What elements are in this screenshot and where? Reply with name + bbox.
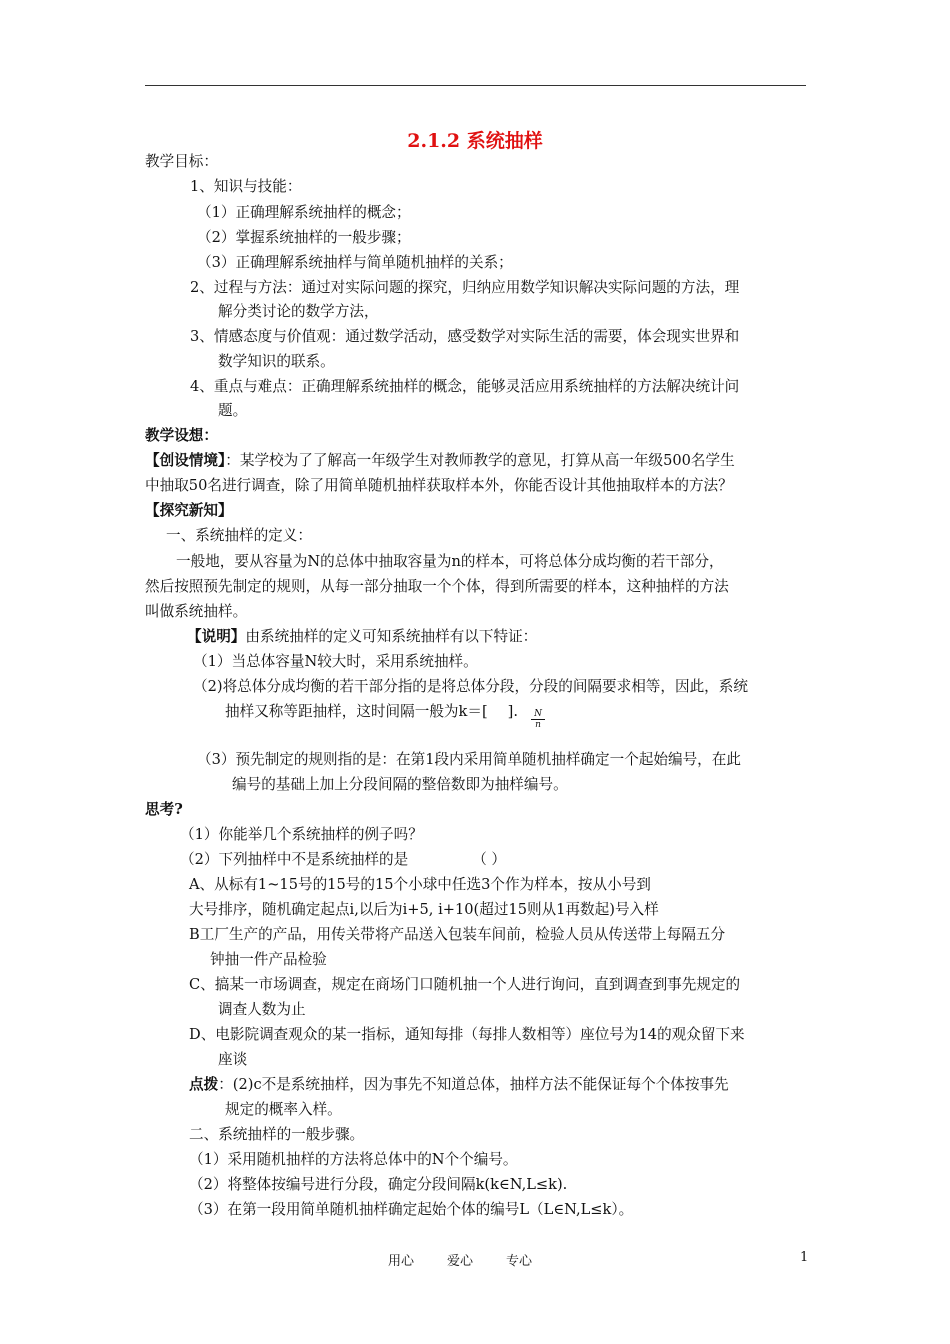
fraction-denominator: n xyxy=(535,720,541,730)
option-b-cont: 钟抽一件产品检验 xyxy=(210,951,327,968)
section-heading: 思考? xyxy=(145,801,183,818)
text-line xyxy=(180,850,506,870)
text-span: ：某学校为了了解高一年级学生对教师教学的意见，打算从高一年级500名学生 xyxy=(225,452,735,469)
text-line: （1）当总体容量N较大时，采用系统抽样。 xyxy=(193,653,478,670)
text-line: （1）采用随机抽样的方法将总体中的N个个编号。 xyxy=(189,1151,518,1168)
page-number: 1 xyxy=(800,1250,809,1265)
text-line: （1）你能举几个系统抽样的例子吗？ xyxy=(180,826,423,843)
text-line xyxy=(189,1075,729,1095)
label-dianbo: 点拨 xyxy=(189,1076,219,1093)
text-line: （3）正确理解系统抽样与简单随机抽样的关系； xyxy=(197,254,513,271)
option-d: D、电影院调查观众的某一指标，通知每排（每排人数相等）座位号为14的观众留下来 xyxy=(189,1026,745,1043)
footer-right: 专心 xyxy=(506,1254,533,1269)
text-line: （2）将整体按编号进行分段，确定分段间隔k(k∈N,L≤k). xyxy=(189,1176,568,1193)
option-c-cont: 调查人数为止 xyxy=(218,1001,306,1018)
text-line: （3）在第一段用简单随机抽样确定起始个体的编号L（L∈N,L≤k）。 xyxy=(189,1201,634,1218)
option-b: B工厂生产的产品，用传关带将产品送入包装车间前，检验人员从传送带上每隔五分 xyxy=(189,926,726,943)
option-a-cont: 大号排序，随机确定起点i,以后为i+5, i+10(超过15则从1再数起)号入样 xyxy=(189,901,659,918)
text-line: （2）掌握系统抽样的一般步骤； xyxy=(197,229,411,246)
page-title: 2.1.2 系统抽样 xyxy=(407,130,543,152)
text-line: 1、知识与技能： xyxy=(190,178,302,195)
text-line xyxy=(145,451,735,471)
text-span: 抽样又称等距抽样，这时间隔一般为k＝[ xyxy=(225,703,488,720)
option-a: A、从标有1~15号的15号的15个小球中任选3个作为样本，按从小号到 xyxy=(189,876,651,893)
text-line: 4、重点与难点：正确理解系统抽样的概念，能够灵活应用系统抽样的方法解决统计问 xyxy=(190,378,740,395)
fraction-numerator: N xyxy=(531,709,545,720)
text-line: （1）正确理解系统抽样的概念； xyxy=(197,204,411,221)
text-line: 题。 xyxy=(218,402,248,419)
fraction-n-over-n xyxy=(531,709,545,730)
footer-left: 用心 xyxy=(388,1254,415,1269)
section-heading: 教学设想： xyxy=(145,427,218,444)
text-line: 中抽取50名进行调查，除了用简单随机抽样获取样本外，你能否设计其他抽取样本的方法？ xyxy=(145,477,733,494)
footer-middle: 爱心 xyxy=(447,1254,474,1269)
text-span: ]. xyxy=(507,703,518,720)
text-span: 由系统抽样的定义可知系统抽样有以下特证： xyxy=(245,628,538,645)
text-line: 一般地，要从容量为N的总体中抽取容量为n的样本，可将总体分成均衡的若干部分， xyxy=(176,553,724,570)
text-line: 教学目标： xyxy=(145,153,218,170)
text-span: ：(2)c不是系统抽样，因为事先不知道总体，抽样方法不能保证每个个体按事先 xyxy=(218,1076,729,1093)
text-line xyxy=(187,627,537,647)
option-d-cont: 座谈 xyxy=(218,1051,248,1068)
header-rule xyxy=(145,85,806,86)
text-line: 规定的概率入样。 xyxy=(225,1101,342,1118)
text-line: 3、情感态度与价值观：通过数学活动，感受数学对实际生活的需要，体会现实世界和 xyxy=(190,328,740,345)
text-line: 2、过程与方法：通过对实际问题的探究，归纳应用数学知识解决实际问题的方法，理 xyxy=(190,279,740,296)
text-line: 二、系统抽样的一般步骤。 xyxy=(189,1126,365,1143)
text-line: 叫做系统抽样。 xyxy=(145,603,248,620)
text-line: 一、系统抽样的定义： xyxy=(166,527,312,544)
option-c: C、搞某一市场调查，规定在商场门口随机抽一个人进行询问，直到调查到事先规定的 xyxy=(189,976,741,993)
text-line: 然后按照预先制定的规则，从每一部分抽取一个个体，得到所需要的样本，这种抽样的方法 xyxy=(145,578,729,595)
text-line: （3）预先制定的规则指的是：在第1段内采用简单随机抽样确定一个起始编号，在此 xyxy=(197,751,741,768)
label-chuangshe: 【创设情境】 xyxy=(145,452,226,469)
label-shuoming: 【说明】 xyxy=(187,628,246,645)
text-span: （2）下列抽样中不是系统抽样的是 xyxy=(180,851,409,868)
text-line xyxy=(225,702,518,722)
text-line: 解分类讨论的数学方法， xyxy=(218,303,379,320)
text-line: 编号的基础上加上分段间隔的整倍数即为抽样编号。 xyxy=(232,776,568,793)
section-heading: 【探究新知】 xyxy=(145,502,233,519)
text-line: （2)将总体分成均衡的若干部分指的是将总体分段，分段的间隔要求相等，因此，系统 xyxy=(193,678,748,695)
text-line: 数学知识的联系。 xyxy=(218,353,335,370)
answer-blank: （ ） xyxy=(472,851,507,868)
